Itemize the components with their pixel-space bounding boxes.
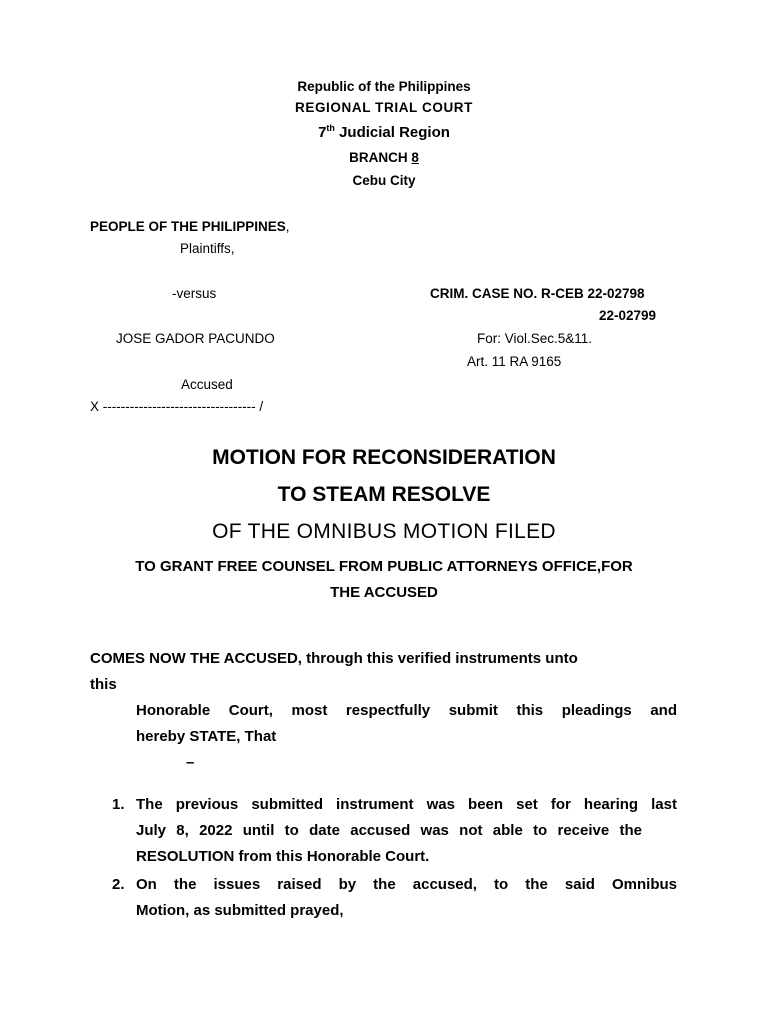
title-line-4: TO GRANT FREE COUNSEL FROM PUBLIC ATTORNEYS OFFICE,FOR bbox=[135, 558, 633, 575]
plaintiff-role: Plaintiffs, bbox=[180, 241, 235, 256]
region-label: Judicial Region bbox=[334, 124, 450, 141]
branch-line bbox=[0, 150, 768, 165]
case-number-2: 22-02799 bbox=[599, 308, 657, 323]
region-suffix: th bbox=[326, 123, 335, 133]
plaintiff-name: PEOPLE OF THE PHILIPPINES bbox=[90, 219, 286, 234]
branch-label: BRANCH bbox=[349, 150, 412, 165]
list-item-text-line: July 8, 2022 until to date accused was not able to receive the bbox=[136, 822, 642, 839]
list-item-number: 2. bbox=[112, 876, 125, 893]
judicial-region bbox=[0, 124, 768, 141]
intro-line-2: this bbox=[90, 676, 117, 693]
accused-name: JOSE GADOR PACUNDO bbox=[116, 331, 275, 346]
title-line-5: THE ACCUSED bbox=[330, 584, 438, 601]
charge-line: For: Viol.Sec.5&11. bbox=[477, 331, 593, 346]
plaintiff-line bbox=[90, 219, 290, 234]
republic-line: Republic of the Philippines bbox=[297, 79, 471, 94]
intro-dash: – bbox=[186, 754, 195, 771]
accused-role: Accused bbox=[181, 377, 233, 392]
plaintiff-comma: , bbox=[285, 219, 290, 234]
title-line-2: TO STEAM RESOLVE bbox=[277, 483, 491, 506]
intro-line-4: hereby STATE, That bbox=[136, 728, 277, 745]
title-line-3: OF THE OMNIBUS MOTION FILED bbox=[212, 520, 556, 543]
list-item-text-line: On the issues raised by the accused, to the said Omnibus bbox=[136, 876, 677, 893]
list-item-number: 1. bbox=[112, 796, 125, 813]
region-number: 7 bbox=[318, 124, 327, 141]
caption-separator: X ---------------------------------- / bbox=[90, 399, 264, 414]
list-item-text-line: RESOLUTION from this Honorable Court. bbox=[136, 848, 430, 865]
list-item-text-line: Motion, as submitted prayed, bbox=[136, 902, 344, 919]
case-number: CRIM. CASE NO. R-CEB 22-02798 bbox=[430, 286, 645, 301]
branch-number: 8 bbox=[411, 150, 419, 165]
list-item-text-line: The previous submitted instrument was been set for hearing last bbox=[136, 796, 677, 813]
court-name: REGIONAL TRIAL COURT bbox=[294, 100, 473, 115]
versus-label: -versus bbox=[172, 286, 217, 301]
title-line-1: MOTION FOR RECONSIDERATION bbox=[212, 446, 556, 469]
intro-line-1: COMES NOW THE ACCUSED, through this verified instruments unto bbox=[90, 650, 578, 667]
city-line: Cebu City bbox=[352, 173, 416, 188]
intro-line-3: Honorable Court, most respectfully submit this pleadings and bbox=[136, 702, 677, 719]
article-line: Art. 11 RA 9165 bbox=[467, 354, 562, 369]
